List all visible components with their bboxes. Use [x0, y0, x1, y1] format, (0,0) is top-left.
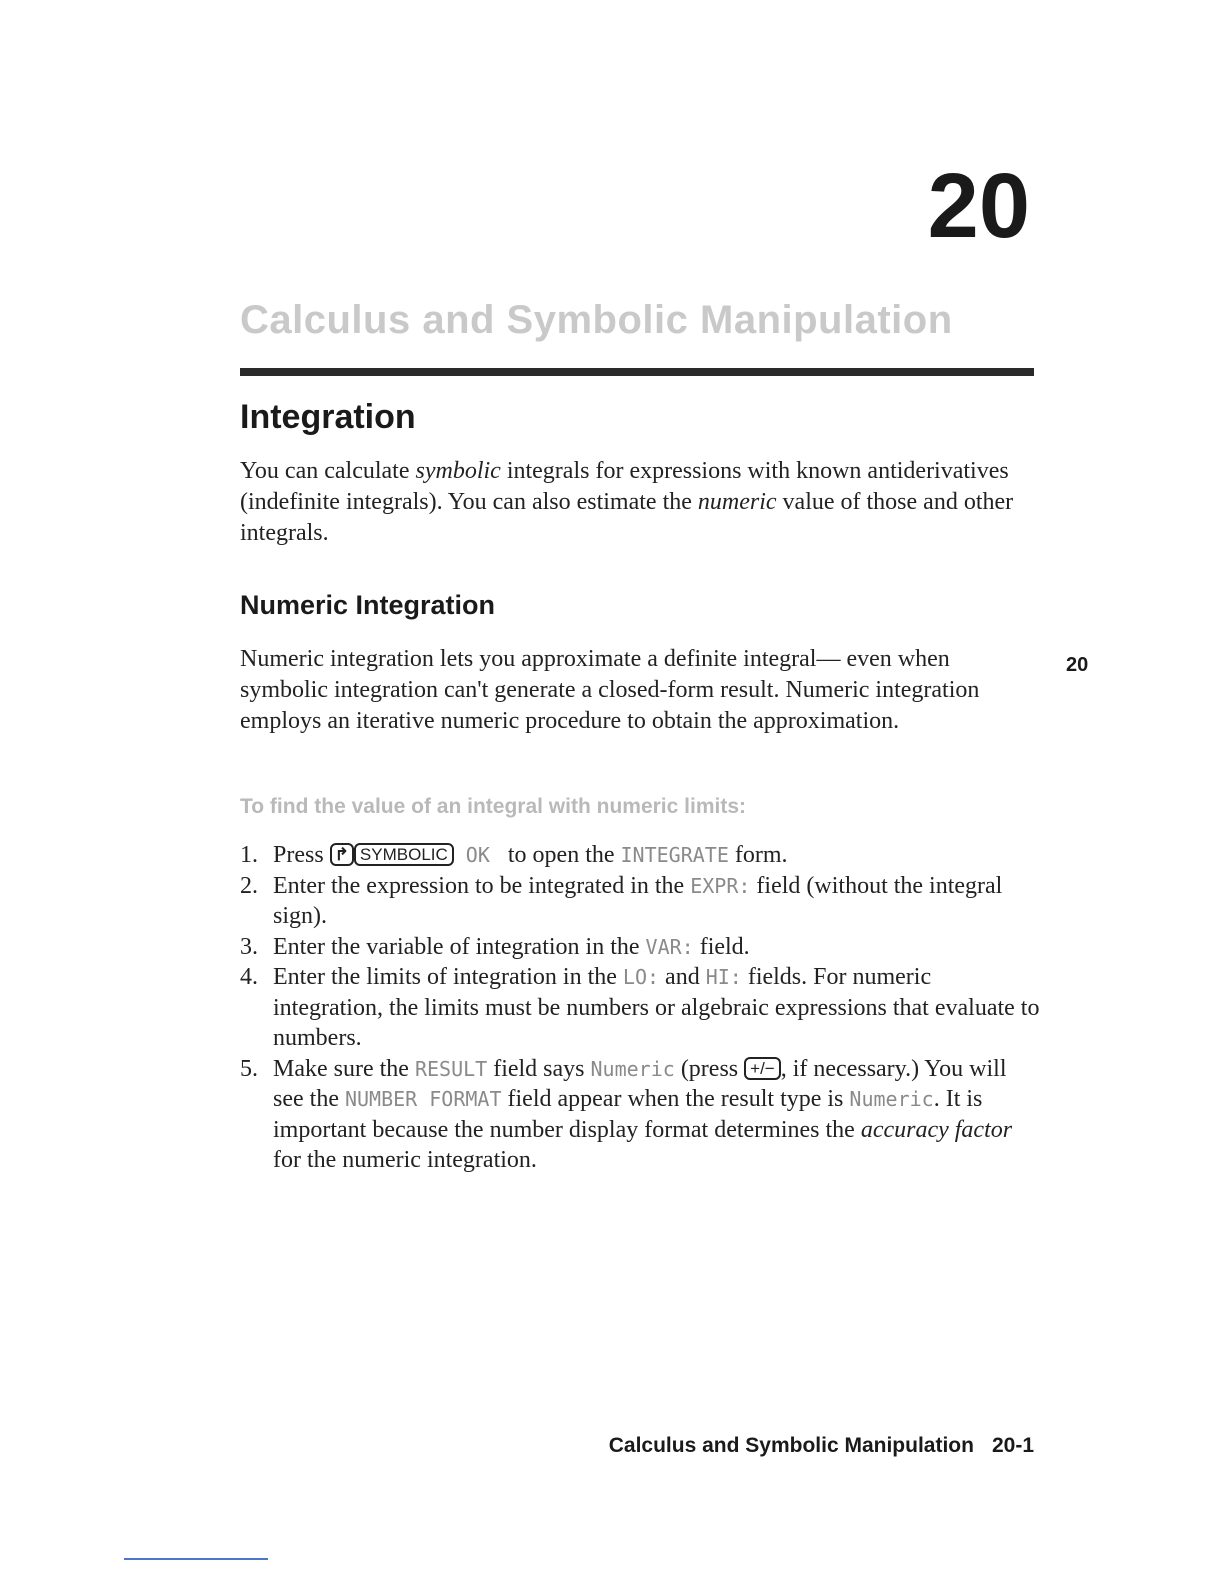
- step-number: 5.: [240, 1055, 258, 1082]
- title-rule: [240, 368, 1034, 376]
- step-text: Make sure the: [273, 1055, 415, 1082]
- step-text: Press: [273, 842, 330, 868]
- footer-title: Calculus and Symbolic Manipulation: [608, 1434, 974, 1457]
- step-text: field appear when the result type is: [501, 1086, 850, 1112]
- step-text: . It is important because the number display format determines the: [273, 1086, 983, 1143]
- lo-field-label: LO:: [622, 965, 660, 989]
- intro-paragraph: [240, 456, 1030, 549]
- corner-decoration-line: [124, 1558, 268, 1560]
- numeric-value: Numeric: [590, 1056, 675, 1081]
- chapter-number: 20: [927, 155, 1030, 257]
- procedure-steps: [240, 840, 1040, 1176]
- numeric-value: Numeric: [849, 1087, 934, 1111]
- plus-minus-key: +/−: [744, 1057, 781, 1080]
- chapter-title: Calculus and Symbolic Manipulation: [240, 298, 953, 342]
- section-heading: Integration: [240, 398, 416, 436]
- intro-emphasis-numeric: numeric: [697, 489, 777, 515]
- procedure-heading: To find the value of an integral with numeric limits:: [240, 795, 746, 818]
- step-text: and: [659, 964, 706, 990]
- result-field-label: RESULT: [414, 1056, 488, 1081]
- step-number: 2.: [240, 872, 258, 899]
- step-item: [240, 932, 1040, 963]
- step-text: fields. For numeric integration, the limits must be numbers or algebraic expressions that evaluate to numbers.: [273, 964, 1040, 1051]
- step-text: Enter the limits of integration in the: [273, 964, 623, 990]
- ok-softkey: OK: [465, 843, 490, 867]
- step-text: , if necessary.) You will see the: [273, 1055, 1007, 1112]
- chapter-side-tab: 20: [1066, 654, 1089, 676]
- intro-emphasis-symbolic: symbolic: [415, 458, 501, 484]
- subsection-heading: Numeric Integration: [240, 590, 496, 620]
- step-text: for the numeric integration.: [273, 1147, 537, 1173]
- intro-text-2: integrals for expressions with known antiderivatives (indefinite integrals). You can also estimate the: [240, 458, 1009, 515]
- var-field-label: VAR:: [645, 934, 694, 959]
- step-text: form.: [728, 842, 788, 868]
- step-text: (press: [674, 1055, 745, 1082]
- accuracy-factor-emphasis: accuracy factor: [860, 1116, 1013, 1143]
- intro-text-3: value of those and other integrals.: [240, 489, 1014, 546]
- step-item: [240, 1054, 1040, 1176]
- intro-text-1: You can calculate: [240, 458, 416, 484]
- page-footer: [609, 1434, 1034, 1458]
- symbolic-key: SYMBOLIC: [354, 843, 454, 866]
- numeric-integration-paragraph: Numeric integration lets you approximate a definite integral— even when symbolic integration can't generate a closed-form result. Numeric integration employs an iterative numeric procedure to obtain the approximation.: [240, 646, 980, 734]
- page-number: 20-1: [991, 1434, 1034, 1457]
- step-item: [240, 871, 1040, 932]
- step-number: 3.: [240, 933, 258, 960]
- step-item: [240, 962, 1040, 1054]
- step-text: Enter the variable of integration in the: [273, 933, 646, 960]
- step-item: [240, 840, 1040, 871]
- step-text: field (without the integral sign).: [273, 872, 1003, 929]
- step-text: field.: [693, 933, 750, 960]
- number-format-field-label: NUMBER FORMAT: [344, 1087, 502, 1111]
- integrate-form-name: INTEGRATE: [620, 843, 729, 867]
- right-shift-key-icon: ↱: [330, 843, 354, 866]
- step-number: 1.: [240, 842, 258, 868]
- step-text: to open the: [501, 842, 621, 868]
- expr-field-label: EXPR:: [690, 873, 751, 898]
- hi-field-label: HI:: [705, 965, 742, 989]
- step-text: field says: [487, 1055, 591, 1082]
- step-text: Enter the expression to be integrated in the: [273, 872, 691, 899]
- step-number: 4.: [240, 964, 258, 990]
